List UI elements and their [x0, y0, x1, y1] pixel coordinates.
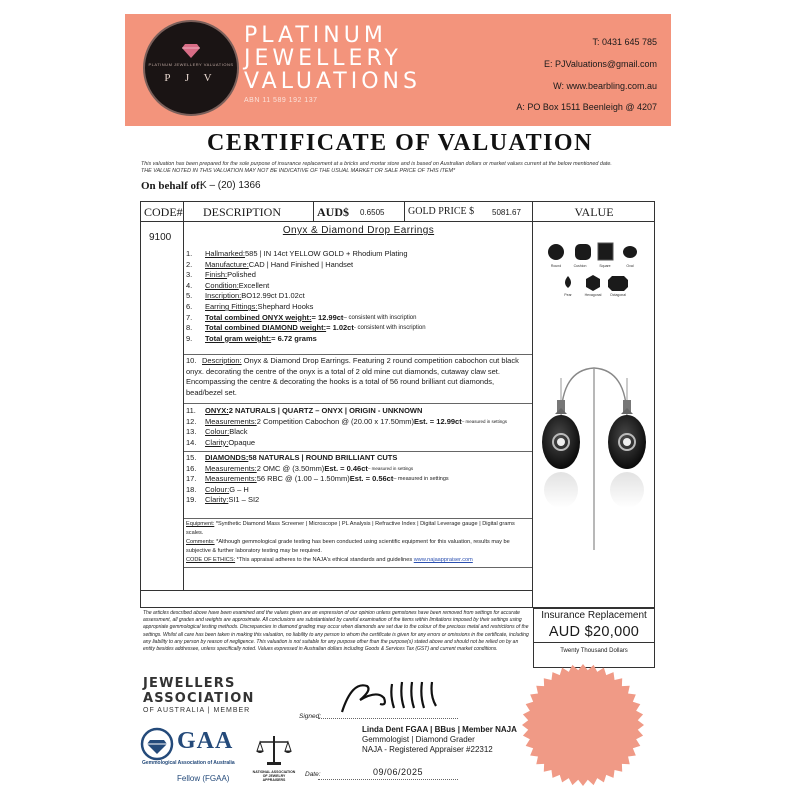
divider: [184, 567, 532, 568]
header-aud: AUD$: [317, 205, 349, 219]
ja-line-2: ASSOCIATION: [143, 691, 255, 706]
header-value: VALUE: [574, 205, 614, 219]
aud-value: 0.6505: [360, 208, 385, 217]
brand-line-2: JEWELLERY: [244, 46, 402, 71]
contact-web: W: www.bearbling.com.au: [553, 81, 657, 91]
shape-label-hexagonal: Hexagonal: [584, 293, 602, 297]
list-item: 14. Clarity: Opaque: [186, 437, 256, 447]
list-item: 6. Earring Fittings: Shephard Hooks: [186, 301, 314, 311]
oval-shape-icon: [623, 246, 637, 258]
list-item: 5. Inscription: BO12.99ct D1.02ct: [186, 291, 305, 301]
legal-disclaimer: The articles described above have been examined and the values given are an expression of our opinion unless gemstones have been removed from settings for accurate assessment, all grades and weights are approximate. All conclusions are substantiated by careful examination of the items within limitations imposed by their settings using appropriate gemmological testing methods. Discrepancies in diamond grading may occur when diamonds are set due to the colour of the precious metal and restrictions of the settings. Whilst all care has been taken in making this valuation, no liability to any person to whom the certificate is given for any errors or omissions in the certificate, including any liability to any person by reason of negligence. This valuation is not suitable for any purpose other than the purpose(s) stated above and should not be relied on by an entity besides addressee, unless specifically noted. Values expressed in Australian dollars including Goods & Services Tax (GST) and current market conditions.: [143, 610, 529, 653]
diamonds-section: [186, 453, 531, 506]
logo-badge: [143, 20, 239, 116]
divider: [184, 403, 532, 404]
ethics-note: CODE OF ETHICS: *This appraisal adheres to the NAJA's ethical standards and guidelines www.najaappraiser.com: [186, 557, 473, 563]
list-item: 13. Colour: Black: [186, 427, 248, 437]
shape-label-cushion: Cushion: [573, 264, 587, 268]
disclaimer-line-1: This valuation has been prepared for the sole purpose of insurance replacement at a bricks and mortar store and is based on Australian dollars or market values current at the below mentioned date.: [141, 161, 612, 167]
shape-label-oval: Oval: [626, 264, 634, 268]
contact-email: E: PJValuations@gmail.com: [543, 59, 657, 69]
disclaimer-line-2: THE VALUE NOTED IN THIS VALUATION MAY NOT BE INDICATIVE OF THE USUAL MARKET OR SALE PRICE OF THIS ITEM*: [141, 168, 456, 174]
signer-name: Linda Dent FGAA | BBus | Member NAJA: [362, 725, 517, 734]
divider: [184, 451, 532, 452]
list-item: 7. Total combined ONYX weight: = 12.99ct – consistent with inscription: [186, 312, 417, 322]
naja-link[interactable]: www.najaappraiser.com: [413, 557, 473, 563]
naja-label: NATIONAL ASSOCIATION OF JEWELRY APPRAISERS: [252, 770, 296, 782]
contact-address: A: PO Box 1511 Beenleigh @ 4207: [516, 102, 657, 112]
shape-label-round: Round: [550, 264, 562, 268]
behalf-value: K – (20) 1366: [200, 180, 261, 191]
list-item: 16. Measurements: 2 OMC @ (3.50mm) Est. = 0.46ct – measured in settings: [186, 463, 414, 473]
signed-label: Signed:: [299, 713, 322, 720]
pear-shape-icon: [565, 276, 571, 288]
code-column-divider: [183, 201, 184, 591]
diamond-icon: [182, 44, 200, 58]
table-bottom-line: [140, 590, 532, 591]
list-item: 1. Hallmarked: 585 | IN 14ct YELLOW GOLD + Rhodium Plating: [186, 249, 408, 258]
ja-line-3: OF AUSTRALIA | MEMBER: [143, 707, 251, 714]
list-item: 15. DIAMONDS: 58 NATURALS | ROUND BRILLIANT CUTS: [186, 453, 398, 462]
embossed-seal: [520, 662, 646, 788]
table-header-divider: [140, 221, 655, 222]
cushion-shape-icon: [575, 244, 591, 260]
certificate-date: 09/06/2025: [373, 767, 424, 777]
brand-line-1: PLATINUM: [244, 23, 387, 48]
item-title: Onyx & Diamond Drop Earrings: [282, 225, 435, 236]
gaa-subtitle: Gemmological Association of Australia: [142, 760, 235, 766]
shape-label-octagonal: Octagonal: [610, 293, 626, 297]
contact-phone: T: 0431 645 785: [592, 37, 657, 47]
ja-line-1: JEWELLERS: [143, 676, 236, 691]
hexagonal-shape-icon: [586, 275, 600, 291]
octagonal-shape-icon: [608, 276, 628, 291]
certificate-title: CERTIFICATE OF VALUATION: [207, 130, 593, 156]
onyx-section: [186, 406, 531, 448]
list-item: 9. Total gram weight: = 6.72 grams: [186, 333, 317, 343]
insurance-label: Insurance Replacement: [541, 610, 647, 621]
fellow-label: Fellow (FGAA): [177, 774, 230, 783]
header-code: CODE#: [144, 205, 183, 219]
earrings-photo: [533, 360, 655, 560]
desc-aud-divider: [313, 201, 314, 221]
gaa-logo-text: GAA: [177, 728, 234, 754]
scales-icon: [255, 733, 293, 767]
equipment-note: Equipment: *Synthetic Diamond Mass Screener | Microscope | PL Analysis | Refractive Index | Digital Leverage gauge | Digital grams scales.: [186, 521, 515, 536]
date-line: [318, 779, 458, 780]
list-item: 12. Measurements: 2 Competition Cabochon @ (20.00 x 17.50mm) Est. = 12.99ct – measured in settings: [186, 416, 507, 426]
round-shape-icon: [548, 244, 564, 260]
aud-gold-divider: [404, 201, 405, 221]
abn-number: ABN 11 589 192 137: [244, 97, 318, 104]
signer-registration: NAJA - Registered Appraiser #22312: [362, 745, 493, 754]
divider: [533, 642, 655, 643]
signature-line: [318, 718, 458, 719]
item-description: 10. Description: Onyx & Diamond Drop Earrings. Featuring 2 round competition cabochon cut black onyx. decorating the centre of the onyx is a total of 2 old mine cut diamonds, cutaway claw set. Encompassing the centre & decorating the hooks is a total of 56 round brilliant cut diamonds, bead/bezel set.: [186, 356, 519, 397]
list-item: 2. Manufacture: CAD | Hand Finished | Handset: [186, 259, 354, 269]
list-item: 8. Total combined DIAMOND weight: = 1.02ct - consistent with inscription: [186, 323, 426, 333]
list-item: 18. Colour: G – H: [186, 484, 249, 494]
list-item: 11. ONYX: 2 NATURALS | QUARTZ – ONYX | ORIGIN - UNKNOWN: [186, 406, 423, 415]
brand-line-3: VALUATIONS: [244, 69, 421, 94]
header-description: DESCRIPTION: [203, 205, 282, 219]
header-gold-price: GOLD PRICE $: [408, 206, 475, 217]
stone-shapes-chart: [538, 240, 652, 300]
comments-note: Comments: *Although gemmological grade testing has been conducted using scientific equipment for this valuation, results may be subjective & further laboratory testing may be required.: [186, 539, 510, 554]
list-item: 3. Finish: Polished: [186, 270, 256, 280]
signature-mark: [332, 676, 462, 716]
date-label: Date:: [305, 771, 321, 778]
item-code: 9100: [149, 232, 172, 243]
signer-role: Gemmologist | Diamond Grader: [362, 735, 475, 744]
square-shape-icon: [598, 243, 613, 260]
logo-monogram: P J V: [164, 72, 218, 84]
behalf-label: On behalf of:: [141, 180, 204, 192]
insurance-words: Twenty Thousand Dollars: [560, 648, 628, 654]
divider: [184, 518, 532, 519]
list-item: 17. Measurements: 56 RBC @ (1.00 – 1.50mm) Est. = 0.56ct – measured in settings: [186, 474, 449, 484]
list-item: 4. Condition: Excellent: [186, 280, 270, 290]
insurance-value: AUD $20,000: [548, 624, 640, 640]
gaa-emblem-icon: [140, 727, 174, 761]
divider: [184, 354, 532, 355]
list-item: 19. Clarity: SI1 – SI2: [186, 495, 260, 505]
item-list-general: [186, 249, 531, 344]
gold-price-value: 5081.67: [492, 208, 521, 217]
shape-label-square: Square: [599, 264, 611, 268]
logo-ring-text: PLATINUM JEWELLERY VALUATIONS: [148, 62, 234, 67]
shape-label-pear: Pear: [564, 293, 572, 297]
